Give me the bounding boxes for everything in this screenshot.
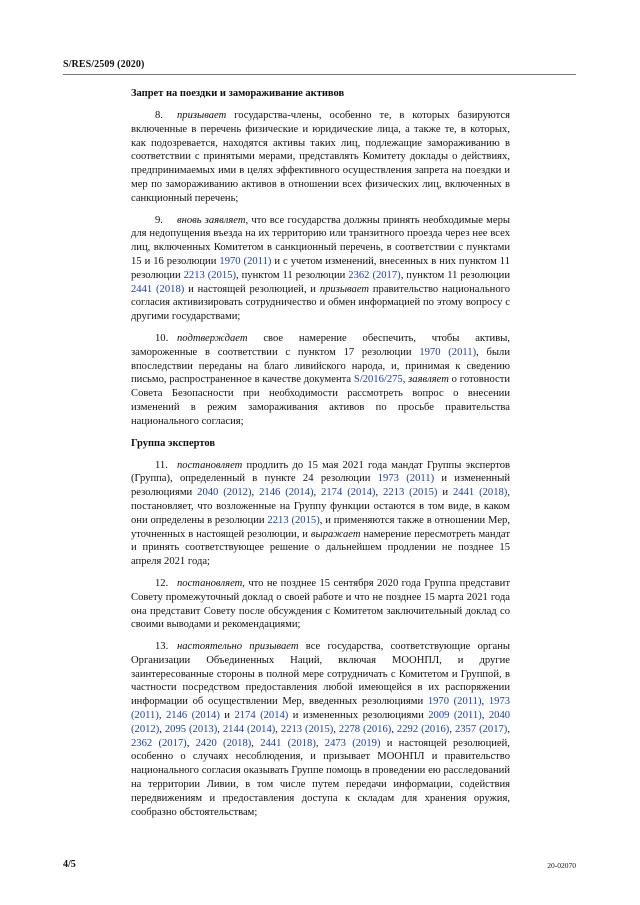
paragraph-text: свое намерение обеспечить, чтобы активы, замороженные в соответствии с пунктом 17 резолюции [131,332,510,358]
paragraph-text: государства-члены, особенно те, в которых базируются включенные в перечень физические и юридические лица, а также те, в которых, как подозревается, находятся активы таких лиц, подлежащие замораживанию в соответствии с принятыми мерами, представлять Комитету доклады о действиях, предпринимаемых ими в целях эффективного осуществления запрета на поездки и мер по замораживанию активов в отношении всех физических лиц, включенных в санкционный перечень; [131,110,510,204]
page-number: 4/5 [63,859,76,870]
paragraph-number: 13. [155,641,169,653]
paragraph-number: 10. [155,332,169,344]
paragraph-text: , [507,723,510,735]
paragraph-text: , [375,487,384,499]
resolution-link[interactable]: 2174 (2014) [321,487,376,499]
paragraph-text: , и применяются также в отношении Мер, уточненных в настоящей резолюции, и [131,514,510,540]
paragraph-number: 11. [155,459,168,471]
paragraph-text: , что не позднее 15 сентября 2020 года Группа представит Совету промежуточный доклад о своей работе и что не позднее 15 марта 2021 года она представит Совету после обсуждения с Комитетом заключительный доклад со своими выводами и рекомендациями; [131,577,510,631]
paragraph-text: , [449,723,455,735]
document-symbol: S/RES/2509 (2020) [63,59,145,70]
paragraph-text: и настоящей резолюцией, и [184,283,320,295]
paragraph-text: , [481,696,489,708]
resolution-link[interactable]: 2362 (2017) [131,737,187,749]
paragraph-text: , [186,737,196,749]
resolution-link[interactable]: 2292 (2016) [396,723,450,735]
operative-verb: призывает [177,110,227,121]
header-divider [63,74,576,75]
document-body [131,85,510,827]
paragraph-text: и [437,487,453,499]
resolution-link[interactable]: 2213 (2015) [383,487,438,499]
paragraph-text: , пунктом 11 резолюции [400,269,510,281]
resolution-link[interactable]: 2362 (2017) [348,269,401,281]
section-title: Группа экспертов [131,437,216,449]
paragraph-text: намерение пересмотреть мандат и принять соответствующее решение о дальнейшем продлении не позднее 15 апреля 2021 года; [131,528,510,568]
paragraph-text: , [158,710,166,722]
resolution-link[interactable]: 1970 (2011) [219,255,272,267]
paragraph-number: 12. [155,577,169,589]
resolution-link[interactable]: 1970 (2011) [419,346,477,358]
paragraph-text: , пунктом 11 резолюции [236,269,349,281]
resolution-link[interactable]: 2040 (2012) [197,487,252,499]
resolution-link[interactable]: 2009 (2011) [428,710,482,722]
paragraph-text: , [391,723,397,735]
section-title: Запрет на поездки и замораживание активов [131,88,345,99]
paragraph [131,640,510,819]
paragraph-text: и [219,710,235,722]
paragraph-text: , [481,710,489,722]
paragraph-text: и измененный резолюциями [131,473,511,499]
document-code: 20-02070 [547,861,576,870]
paragraph-text: , [275,723,281,735]
paragraph-text: , [333,723,339,735]
paragraph-text: правительство национального согласия активизировать сотрудничество и обмен информацией по этому вопросу с другими государствами; [131,283,510,323]
paragraph-text: , [251,487,260,499]
resolution-link[interactable]: 1970 (2011) [427,696,482,708]
paragraph [131,109,510,206]
operative-verb: постановляет [177,577,243,589]
paragraph-number: 8. [155,110,163,121]
resolution-link[interactable]: 2441 (2018) [260,737,316,749]
paragraph-text: все государства, соответствующие органы Организации Объединенных Наций, включая МООНПЛ, и другие заинтересованные стороны в полной мере сотрудничать с Комитетом и Группой, в частности посредством предоставления любой имеющейся в их распоряжении информации об осуществлении Мер, введенных резолюциями [131,641,510,708]
resolution-link[interactable]: 2441 (2018) [452,487,508,499]
resolution-link[interactable]: 2420 (2018) [195,737,252,749]
operative-verb: вновь заявляет [177,214,246,226]
resolution-link[interactable]: 2213 (2015) [267,514,320,526]
operative-verb: призывает [319,283,370,295]
paragraph-text: , постановляет, что возложенные на Группу функции остаются в том виде, в каком они определены в резолюции [131,487,510,526]
paragraph-text: , [402,374,409,386]
paragraph-text: и с учетом изменений, внесенных в них пунктом 11 резолюции [131,255,511,281]
resolution-link[interactable]: 2146 (2014) [165,710,220,722]
paragraph [131,577,510,632]
paragraph [131,214,510,324]
paragraph [131,332,510,429]
paragraph-text: и настоящей резолюцией, особенно о случаях несоблюдения, и призывает МООНПЛ и правительство национального согласия оказывать Группе помощь в проведении ею расследований на территории Ливии, в том числе путем передачи информации, содействия передвижениям и предоставления доступа к складам для хранения оружия, сообразно обстоятельствам; [131,737,510,818]
resolution-link[interactable]: 2357 (2017) [454,723,508,735]
resolution-link[interactable]: 2278 (2016) [338,723,392,735]
paragraph-text: , [313,487,322,499]
resolution-link[interactable]: 2146 (2014) [259,487,314,499]
resolution-link[interactable]: 1973 (2011) [131,696,511,722]
resolution-link[interactable]: 2473 (2019) [324,737,381,749]
paragraph-number: 9. [155,214,163,226]
paragraph-text: , [217,723,223,735]
paragraph [131,459,510,569]
paragraph-text: , [159,723,165,735]
paragraph-text: , [251,737,261,749]
resolution-link[interactable]: S/2016/275 [353,374,403,386]
paragraph-text: и измененных резолюциями [288,710,429,722]
resolution-link[interactable]: 2144 (2014) [222,723,276,735]
operative-verb: постановляет [177,459,243,471]
operative-verb: подтверждает [177,332,248,344]
paragraph-text: о готовности Совета Безопасности при необходимости рассмотреть вопрос о внесении изменений в режим замораживания активов по просьбе правительства национального согласия; [131,374,511,427]
resolution-link[interactable]: 2213 (2015) [280,723,334,735]
paragraph-text: продлить до 15 мая 2021 года мандат Группы экспертов (Группа), определенный в пункте 24 резолюции [131,459,510,485]
paragraph-text: , что все государства должны принять необходимые меры для недопущения въезда на их территорию или транзитного проезда через нее всех лиц, включенных Комитетом в санкционный перечень, в соответствии с пунктами 15 и 16 резолюции [131,214,510,267]
paragraph-text: , [315,737,325,749]
resolution-link[interactable]: 2174 (2014) [234,710,289,722]
operative-verb: выражает [310,528,361,540]
paragraph-text: , были впоследствии переданы на благо ливийского народа, и, принимая к сведению письмо, распространенное в качестве документа [131,346,510,386]
operative-verb: заявляет [408,374,449,386]
resolution-link[interactable]: 2441 (2018) [131,283,185,295]
resolution-link[interactable]: 2040 (2012) [131,710,511,735]
resolution-link[interactable]: 2213 (2015) [183,269,236,281]
resolution-link[interactable]: 2095 (2013) [164,723,218,735]
operative-verb: настоятельно призывает [177,641,299,653]
resolution-link[interactable]: 1973 (2011) [377,473,435,485]
